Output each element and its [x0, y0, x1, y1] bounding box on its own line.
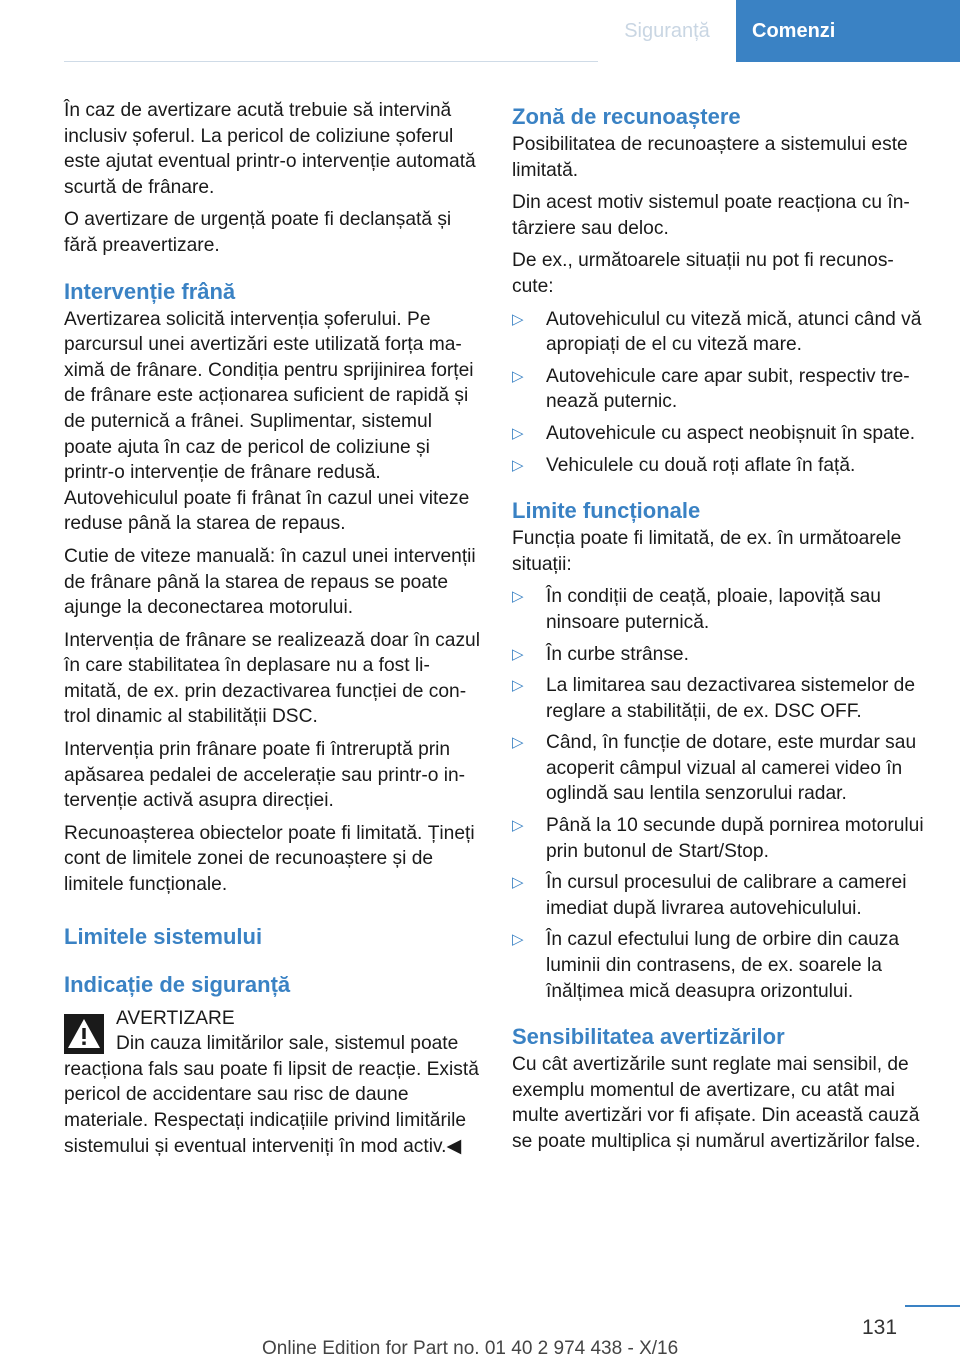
- list-item: ▷ Autovehicule cu aspect neobișnuit în spate.: [512, 421, 928, 447]
- edition-note: Online Edition for Part no. 01 40 2 974 438 - X/16: [262, 1338, 679, 1359]
- bullet-triangle-icon: ▷: [512, 588, 524, 606]
- paragraph: Posibilitatea de recunoaștere a sistemului este limitată.: [512, 134, 908, 181]
- list-item: ▷ Vehiculele cu două roți aflate în față.: [512, 453, 928, 479]
- warning-triangle-icon: [64, 1014, 104, 1054]
- paragraph: Din acest motiv sistemul poate reacționa cu întârziere sau deloc.: [512, 192, 910, 239]
- list-item: ▷ La limitarea sau dezactivarea sistemelor de reglare a stabilității, de ex. DSC OFF.: [512, 675, 916, 722]
- bullet-triangle-icon: ▷: [512, 734, 524, 752]
- header-chapter-tab: Comenzi: [736, 0, 960, 62]
- heading-warning-sensitivity: Sensibilitatea avertizărilor: [512, 1024, 785, 1050]
- list-item: ▷ În condiții de ceață, ploaie, lapoviță sau ninsoare puternică.: [512, 586, 881, 633]
- list-item: ▷ Autovehicule care apar subit, respectiv trenează puternic.: [512, 365, 910, 413]
- paragraph: Cu cât avertizările sunt reglate mai sensibil, de exemplu momentul de avertizare, cu atât mai multe avertizări vor fi afișate. Din această cauză se poate multiplica și numărul avertizărilor false.: [512, 1054, 921, 1152]
- bullet-triangle-icon: ▷: [512, 456, 524, 474]
- header-section-label: Siguranță: [624, 20, 710, 42]
- paragraph: Recunoașterea obiectelor poate fi limitată. Țineți cont de limitele zonei de recunoaștere și de limitele funcționale.: [64, 822, 475, 896]
- paragraph: De ex., următoarele situații nu pot fi recunoscute:: [512, 250, 894, 297]
- heading-functional-limits: Limite funcționale: [512, 498, 701, 524]
- list-item: ▷ Autovehiculul cu viteză mică, atunci când vă apropiați de el cu viteză mare.: [512, 308, 922, 356]
- bullet-triangle-icon: ▷: [512, 310, 524, 328]
- right-column: [512, 98, 928, 1162]
- paragraph: Intervenția de frânare se realizează doar în cazul în care stabilitatea în deplasare nu a fost limitată, de ex. prin dezactivarea funcției de control dinamic al stabilității DSC.: [64, 629, 480, 728]
- list-item: ▷ În cazul efectului lung de orbire din cauza luminii din contrasens, de ex. soarele la înălțimea mică deasupra orizontului.: [512, 929, 900, 1002]
- bullet-triangle-icon: ▷: [512, 817, 524, 835]
- header-rule: [64, 61, 598, 62]
- left-column: [64, 98, 480, 1159]
- paragraph: În caz de avertizare acută trebuie să intervină inclusiv șoferul. La pericol de coliziune șoferul este ajutat eventual printr-o intervenție automată scurtă de frânare.: [64, 100, 476, 198]
- warning-title: AVERTIZARE: [116, 1007, 235, 1029]
- func-limits-list: [512, 584, 928, 1004]
- page-header: [0, 0, 960, 62]
- footer-rule: [905, 1305, 960, 1307]
- paragraph: Intervenția prin frânare poate fi întreruptă prin apăsarea pedalei de accelerație sau printr-o intervenție activă asupra direcției.: [64, 739, 466, 812]
- bullet-triangle-icon: ▷: [512, 874, 524, 892]
- list-item: ▷ Până la 10 secunde după pornirea motorului prin butonul de Start/Stop.: [512, 815, 924, 862]
- heading-safety-note: Indicație de siguranță: [64, 971, 291, 997]
- bullet-triangle-icon: ▷: [512, 367, 524, 385]
- bullet-triangle-icon: ▷: [512, 645, 524, 663]
- paragraph: Cutie de viteze manuală: în cazul unei intervenții de frânare până la starea de repaus se poate ajunge la deconectarea motorului.: [64, 545, 476, 619]
- paragraph: Avertizarea solicită intervenția șoferului. Pe parcursul unei avertizări este utilizată forța maximă de frânare. Condiția pentru sprijinirea forței de frânare este acționarea suficient de rapidă și de puternică a frânei. Suplimentar, sistemul poate ajuta în caz de pericol de coliziune și printr-o intervenție de frânare redusă. Autovehiculul poate fi frânat în cazul unei viteze reduse până la starea de repaus.: [64, 308, 474, 535]
- warning-text-first-line: Din cauza limitărilor sale, sistemul poate: [116, 1033, 459, 1055]
- heading-detection-zone: Zonă de recunoaștere: [512, 104, 741, 129]
- list-item: ▷ În curbe strânse.: [512, 642, 928, 668]
- zone-list: [512, 307, 928, 479]
- bullet-triangle-icon: ▷: [512, 931, 524, 949]
- list-item: ▷ În cursul procesului de calibrare a camerei imediat după livrarea autovehiculului.: [512, 872, 907, 919]
- warning-text: reacționa fals sau poate fi lipsit de reacție. Există pericol de accidentare sau risc de daune materiale. Respectați indicațiile privind limitările sistemului și eventual interveniți în mod activ.◀: [64, 1058, 479, 1157]
- paragraph: Funcția poate fi limitată, de ex. în următoarele situații:: [512, 528, 902, 575]
- heading-system-limits: Limitele sistemului: [64, 923, 263, 949]
- bullet-triangle-icon: ▷: [512, 677, 524, 695]
- paragraph: O avertizare de urgență poate fi declanșată și fără preavertizare.: [64, 209, 452, 256]
- heading-brake-intervention: Intervenție frână: [64, 278, 236, 304]
- bullet-triangle-icon: ▷: [512, 424, 524, 442]
- list-item: ▷ Când, în funcție de dotare, este murdar sau acoperit câmpul vizual al camerei video în oglindă sau lentila senzorului radar.: [512, 732, 917, 805]
- page-number: 131: [862, 1316, 898, 1339]
- warning-box: [64, 1006, 480, 1160]
